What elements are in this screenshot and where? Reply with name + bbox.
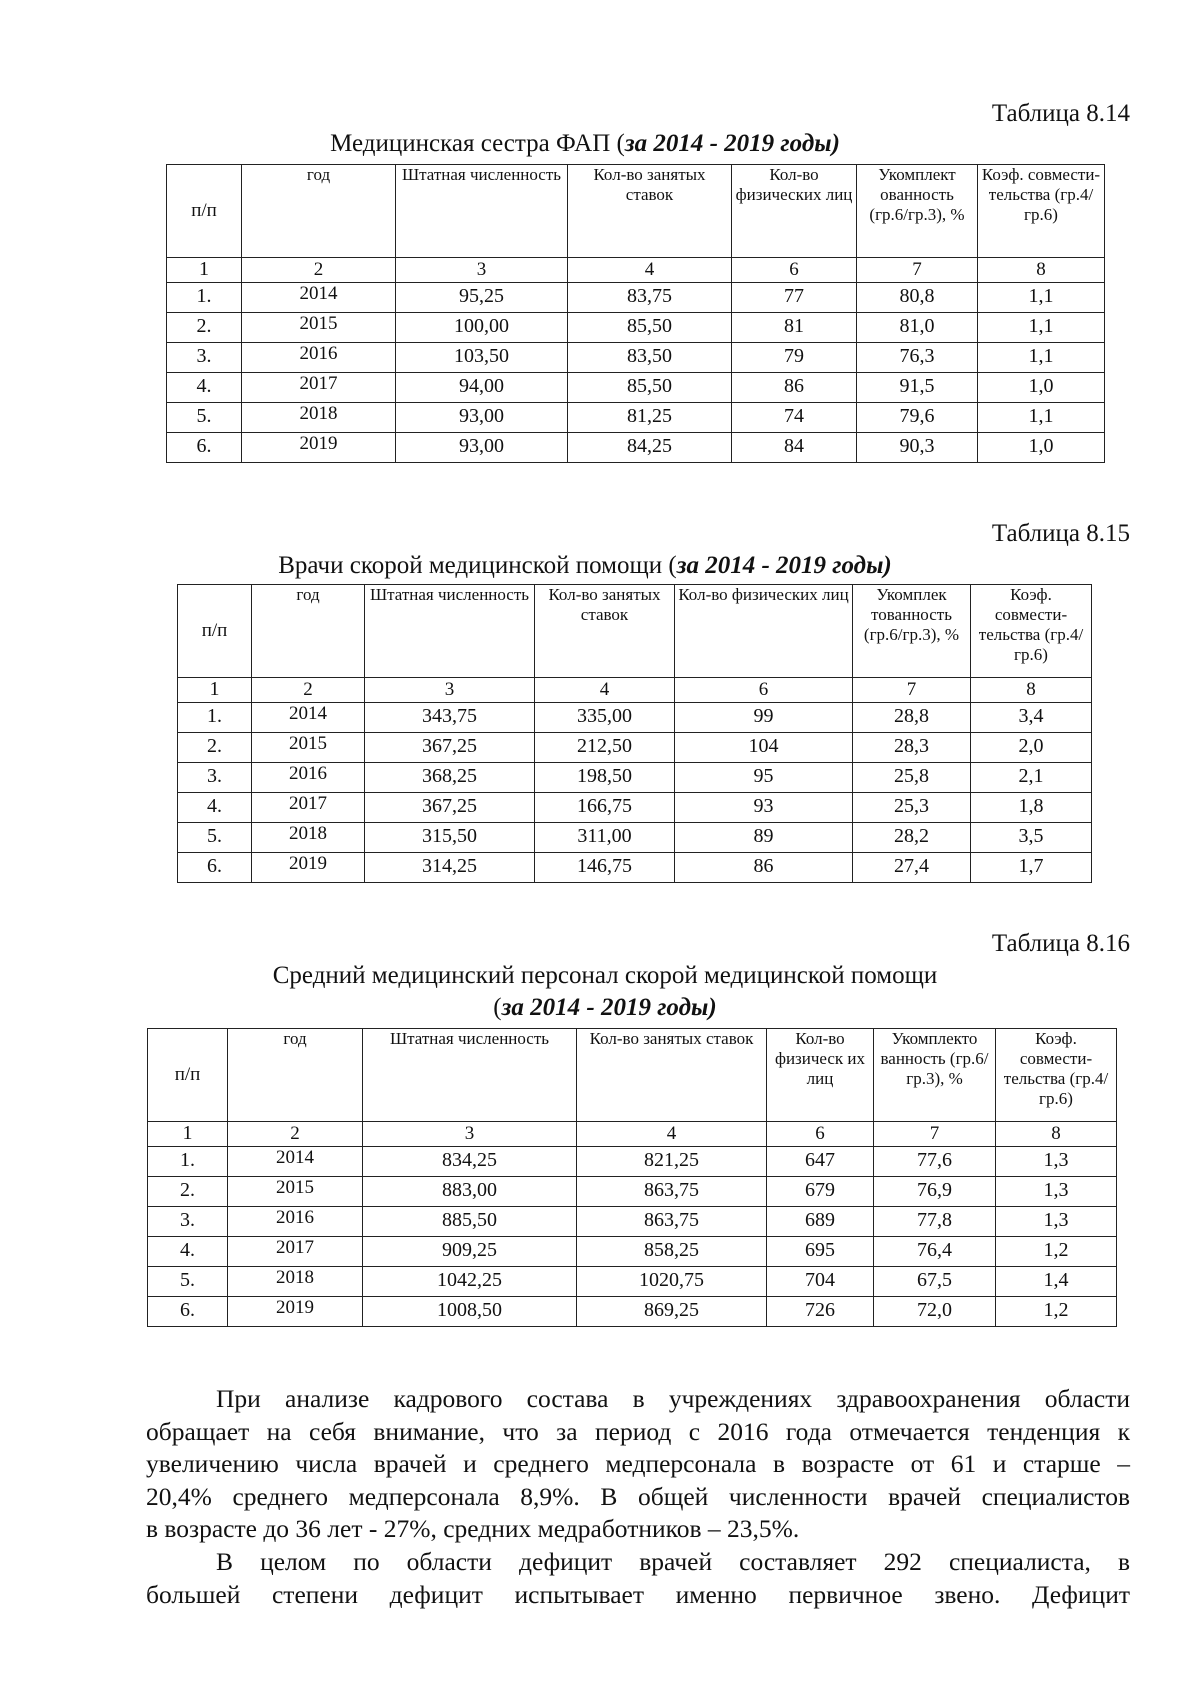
column-header: Укомплект ованность (гр.6/гр.3), % xyxy=(857,165,978,258)
table-cell: 212,50 xyxy=(535,732,675,762)
table-cell: 2015 xyxy=(242,312,396,342)
table-cell: 76,9 xyxy=(874,1176,996,1206)
table-cell: 74 xyxy=(732,402,857,432)
table-cell: 2019 xyxy=(228,1296,363,1326)
table-cell: 367,25 xyxy=(365,732,535,762)
table-cell: 2016 xyxy=(242,342,396,372)
table-cell: 93,00 xyxy=(396,402,568,432)
table-cell: 6. xyxy=(167,432,242,462)
column-number-row xyxy=(178,678,1092,703)
column-number: 6 xyxy=(767,1122,874,1147)
table-cell: 28,2 xyxy=(853,822,971,852)
table-cell: 1. xyxy=(178,702,252,732)
table-cell: 367,25 xyxy=(365,792,535,822)
table-cell: 6. xyxy=(148,1296,228,1326)
column-header: Штатная численность xyxy=(363,1029,577,1122)
table-cell: 311,00 xyxy=(535,822,675,852)
table-cell: 4. xyxy=(178,792,252,822)
table-cell: 5. xyxy=(148,1266,228,1296)
data-table xyxy=(166,164,1105,463)
table-cell: 1,3 xyxy=(996,1176,1117,1206)
table-cell: 79 xyxy=(732,342,857,372)
table-cell: 1,1 xyxy=(978,282,1105,312)
column-header: п/п xyxy=(167,165,242,258)
column-header: Кол-во физическ их лиц xyxy=(767,1029,874,1122)
table-cell: 2,1 xyxy=(971,762,1092,792)
table-cell: 314,25 xyxy=(365,852,535,882)
table-cell: 885,50 xyxy=(363,1206,577,1236)
table-cell: 86 xyxy=(732,372,857,402)
table-cell: 695 xyxy=(767,1236,874,1266)
text-line: В целом по области дефицит врачей составляет 292 специалиста, в xyxy=(216,1547,1130,1576)
table-cell: 146,75 xyxy=(535,852,675,882)
table-cell: 1,1 xyxy=(978,312,1105,342)
table-cell: 72,0 xyxy=(874,1296,996,1326)
table-cell: 3. xyxy=(178,762,252,792)
column-number: 1 xyxy=(178,678,252,703)
table-cell: 100,00 xyxy=(396,312,568,342)
table-row xyxy=(167,372,1105,402)
column-number: 8 xyxy=(978,258,1105,283)
table-title-line2: (за 2014 - 2019 годы) xyxy=(493,994,717,1021)
table-cell: 1,7 xyxy=(971,852,1092,882)
table-row xyxy=(148,1296,1117,1326)
table-cell: 1,0 xyxy=(978,432,1105,462)
column-number: 6 xyxy=(675,678,853,703)
table-cell: 93,00 xyxy=(396,432,568,462)
table-cell: 679 xyxy=(767,1176,874,1206)
table-cell: 2019 xyxy=(252,852,365,882)
table-cell: 77 xyxy=(732,282,857,312)
column-header: Коэф. совмести-тельства (гр.4/гр.6) xyxy=(971,585,1092,678)
table-cell: 1,0 xyxy=(978,372,1105,402)
column-number: 2 xyxy=(228,1122,363,1147)
column-number: 7 xyxy=(853,678,971,703)
table-cell: 2017 xyxy=(242,372,396,402)
table-cell: 103,50 xyxy=(396,342,568,372)
table-cell: 28,8 xyxy=(853,702,971,732)
table-cell: 858,25 xyxy=(577,1236,767,1266)
table-cell: 79,6 xyxy=(857,402,978,432)
table-cell: 2015 xyxy=(228,1176,363,1206)
table-cell: 834,25 xyxy=(363,1146,577,1176)
column-header: год xyxy=(252,585,365,678)
table-cell: 863,75 xyxy=(577,1206,767,1236)
table-number: Таблица 8.14 xyxy=(991,100,1130,127)
column-header: Укомплек тованность (гр.6/гр.3), % xyxy=(853,585,971,678)
column-number-row xyxy=(167,258,1105,283)
table-cell: 726 xyxy=(767,1296,874,1326)
table-cell: 1,8 xyxy=(971,792,1092,822)
table-cell: 76,3 xyxy=(857,342,978,372)
column-number: 3 xyxy=(396,258,568,283)
column-header: Кол-во занятых ставок xyxy=(535,585,675,678)
table-cell: 67,5 xyxy=(874,1266,996,1296)
table-cell: 95,25 xyxy=(396,282,568,312)
table-cell: 94,00 xyxy=(396,372,568,402)
column-number: 1 xyxy=(167,258,242,283)
table-cell: 85,50 xyxy=(568,372,732,402)
column-header: Коэф. совмести-тельства (гр.4/гр.6) xyxy=(996,1029,1117,1122)
table-row xyxy=(148,1236,1117,1266)
table-cell: 25,8 xyxy=(853,762,971,792)
table-cell: 2018 xyxy=(228,1266,363,1296)
table-row xyxy=(148,1176,1117,1206)
table-cell: 909,25 xyxy=(363,1236,577,1266)
table-cell: 863,75 xyxy=(577,1176,767,1206)
table-cell: 2,0 xyxy=(971,732,1092,762)
table-cell: 2. xyxy=(148,1176,228,1206)
text-line: 20,4% среднего медперсонала 8,9%. В общей численности врачей специалистов xyxy=(146,1481,1130,1511)
table-cell: 2019 xyxy=(242,432,396,462)
table-cell: 81,0 xyxy=(857,312,978,342)
column-number: 8 xyxy=(971,678,1092,703)
header-row xyxy=(178,585,1092,678)
text-line: При анализе кадрового состава в учреждениях здравоохранения области xyxy=(216,1384,1130,1413)
table-cell: 2014 xyxy=(228,1146,363,1176)
table-cell: 368,25 xyxy=(365,762,535,792)
table-cell: 104 xyxy=(675,732,853,762)
table-title: Средний медицинский персонал скорой медицинской помощи xyxy=(272,962,938,989)
table-cell: 1008,50 xyxy=(363,1296,577,1326)
column-number-row xyxy=(148,1122,1117,1147)
data-table xyxy=(177,584,1092,883)
column-number: 7 xyxy=(857,258,978,283)
table-cell: 77,6 xyxy=(874,1146,996,1176)
table-number: Таблица 8.15 xyxy=(991,520,1130,547)
table-row xyxy=(167,342,1105,372)
column-header: Штатная численность xyxy=(365,585,535,678)
table-row xyxy=(167,432,1105,462)
table-cell: 2017 xyxy=(252,792,365,822)
table-cell: 1. xyxy=(148,1146,228,1176)
table-cell: 1,2 xyxy=(996,1236,1117,1266)
text-line: в возрасте до 36 лет - 27%, средних медработников – 23,5%. xyxy=(146,1514,800,1543)
table-cell: 3. xyxy=(167,342,242,372)
table-cell: 198,50 xyxy=(535,762,675,792)
header-row xyxy=(148,1029,1117,1122)
table-cell: 2014 xyxy=(242,282,396,312)
table-row xyxy=(167,312,1105,342)
column-header: год xyxy=(242,165,396,258)
column-header: п/п xyxy=(148,1029,228,1122)
table-cell: 3,5 xyxy=(971,822,1092,852)
table-cell: 5. xyxy=(178,822,252,852)
table-cell: 3,4 xyxy=(971,702,1092,732)
table-cell: 821,25 xyxy=(577,1146,767,1176)
table-row xyxy=(148,1206,1117,1236)
table-cell: 315,50 xyxy=(365,822,535,852)
table-row xyxy=(178,822,1092,852)
column-number: 8 xyxy=(996,1122,1117,1147)
table-cell: 83,75 xyxy=(568,282,732,312)
table-cell: 28,3 xyxy=(853,732,971,762)
table-cell: 89 xyxy=(675,822,853,852)
table-row xyxy=(178,852,1092,882)
table-cell: 2. xyxy=(178,732,252,762)
table-cell: 1,4 xyxy=(996,1266,1117,1296)
table-cell: 1. xyxy=(167,282,242,312)
text-line: увеличению числа врачей и среднего медперсонала в возрасте от 61 и старше – xyxy=(146,1449,1130,1478)
text-line: большей степени дефицит испытывает именно первичное звено. Дефицит xyxy=(146,1579,1130,1609)
table-row xyxy=(178,702,1092,732)
table-cell: 99 xyxy=(675,702,853,732)
table-row xyxy=(178,762,1092,792)
table-cell: 2015 xyxy=(252,732,365,762)
table-cell: 2018 xyxy=(252,822,365,852)
table-cell: 343,75 xyxy=(365,702,535,732)
table-cell: 80,8 xyxy=(857,282,978,312)
table-cell: 5. xyxy=(167,402,242,432)
table-cell: 2014 xyxy=(252,702,365,732)
body-paragraph xyxy=(146,1383,1130,1546)
column-number: 4 xyxy=(577,1122,767,1147)
column-header: Кол-во физических лиц xyxy=(732,165,857,258)
column-number: 6 xyxy=(732,258,857,283)
column-header: Кол-во занятых ставок xyxy=(577,1029,767,1122)
table-cell: 91,5 xyxy=(857,372,978,402)
table-cell: 2. xyxy=(167,312,242,342)
table-cell: 704 xyxy=(767,1266,874,1296)
table-cell: 6. xyxy=(178,852,252,882)
table-row xyxy=(167,402,1105,432)
column-header: Кол-во физических лиц xyxy=(675,585,853,678)
table-row xyxy=(148,1146,1117,1176)
table-cell: 83,50 xyxy=(568,342,732,372)
column-header: год xyxy=(228,1029,363,1122)
table-row xyxy=(178,732,1092,762)
table-cell: 90,3 xyxy=(857,432,978,462)
table-cell: 335,00 xyxy=(535,702,675,732)
table-cell: 166,75 xyxy=(535,792,675,822)
table-cell: 1020,75 xyxy=(577,1266,767,1296)
table-title: Медицинская сестра ФАП (за 2014 - 2019 годы) xyxy=(330,130,840,157)
table-cell: 3. xyxy=(148,1206,228,1236)
column-number: 3 xyxy=(365,678,535,703)
table-cell: 883,00 xyxy=(363,1176,577,1206)
table-cell: 869,25 xyxy=(577,1296,767,1326)
table-cell: 2017 xyxy=(228,1236,363,1266)
table-cell: 95 xyxy=(675,762,853,792)
column-number: 3 xyxy=(363,1122,577,1147)
table-cell: 1,3 xyxy=(996,1206,1117,1236)
table-cell: 689 xyxy=(767,1206,874,1236)
column-number: 2 xyxy=(252,678,365,703)
table-cell: 1042,25 xyxy=(363,1266,577,1296)
table-cell: 2018 xyxy=(242,402,396,432)
data-table xyxy=(147,1028,1117,1327)
column-number: 1 xyxy=(148,1122,228,1147)
table-cell: 2016 xyxy=(228,1206,363,1236)
table-cell: 647 xyxy=(767,1146,874,1176)
table-cell: 84,25 xyxy=(568,432,732,462)
table-cell: 76,4 xyxy=(874,1236,996,1266)
column-number: 7 xyxy=(874,1122,996,1147)
text-line: обращает на себя внимание, что за период с 2016 года отмечается тенденция к xyxy=(146,1416,1130,1446)
column-header: п/п xyxy=(178,585,252,678)
table-number: Таблица 8.16 xyxy=(991,930,1130,957)
column-header: Кол-во занятых ставок xyxy=(568,165,732,258)
table-row xyxy=(167,282,1105,312)
table-cell: 25,3 xyxy=(853,792,971,822)
table-cell: 4. xyxy=(148,1236,228,1266)
column-number: 4 xyxy=(568,258,732,283)
table-cell: 93 xyxy=(675,792,853,822)
table-row xyxy=(178,792,1092,822)
column-header: Укомплекто ванность (гр.6/гр.3), % xyxy=(874,1029,996,1122)
table-cell: 4. xyxy=(167,372,242,402)
body-paragraph xyxy=(146,1546,1130,1611)
column-header: Коэф. совмести-тельства (гр.4/гр.6) xyxy=(978,165,1105,258)
column-header: Штатная численность xyxy=(396,165,568,258)
table-cell: 1,1 xyxy=(978,342,1105,372)
table-cell: 1,1 xyxy=(978,402,1105,432)
table-cell: 2016 xyxy=(252,762,365,792)
table-cell: 85,50 xyxy=(568,312,732,342)
table-cell: 27,4 xyxy=(853,852,971,882)
table-cell: 1,2 xyxy=(996,1296,1117,1326)
table-cell: 81 xyxy=(732,312,857,342)
table-cell: 1,3 xyxy=(996,1146,1117,1176)
table-cell: 86 xyxy=(675,852,853,882)
column-number: 2 xyxy=(242,258,396,283)
table-row xyxy=(148,1266,1117,1296)
table-title: Врачи скорой медицинской помощи (за 2014 - 2019 годы) xyxy=(278,552,892,579)
column-number: 4 xyxy=(535,678,675,703)
header-row xyxy=(167,165,1105,258)
table-cell: 84 xyxy=(732,432,857,462)
table-cell: 77,8 xyxy=(874,1206,996,1236)
table-cell: 81,25 xyxy=(568,402,732,432)
